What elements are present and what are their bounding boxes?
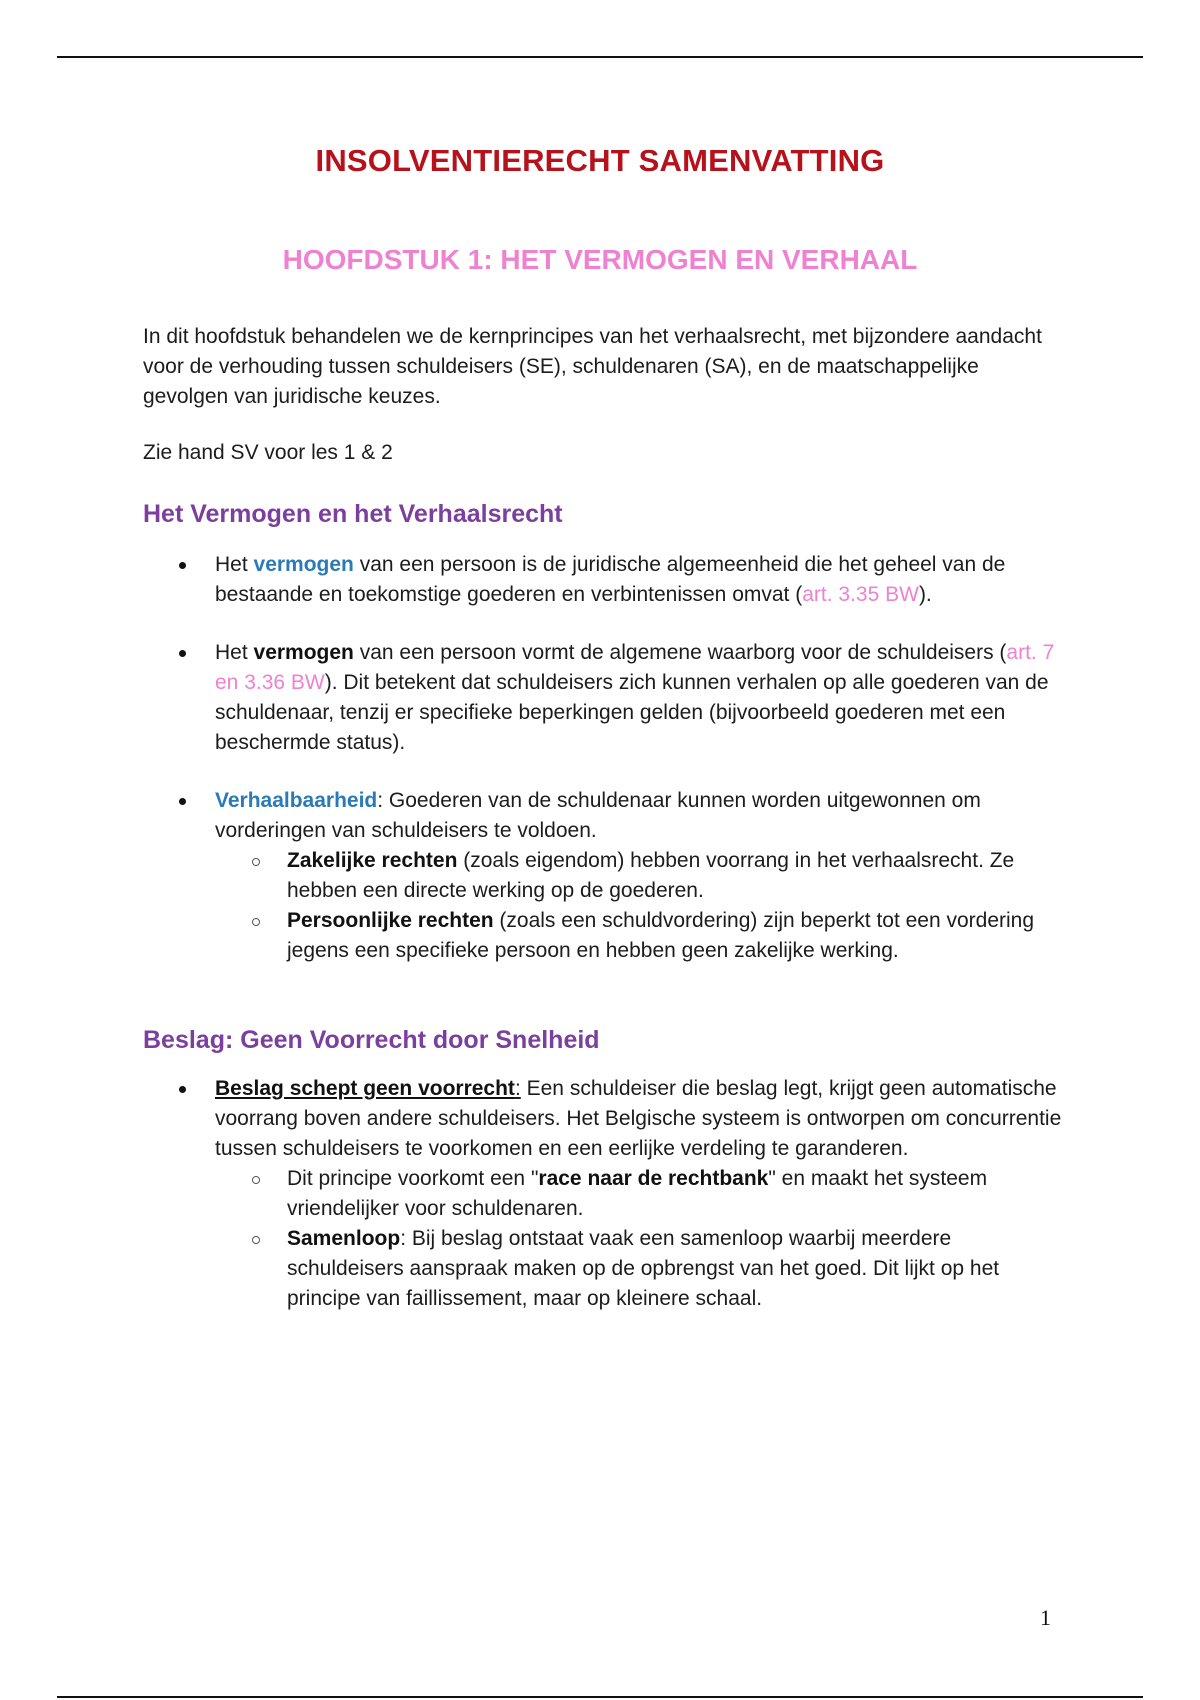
term-zakelijke-rechten: Zakelijke rechten [287,849,458,872]
term-samenloop: Samenloop [287,1227,401,1250]
sub-list-item: Zakelijke rechten (zoals eigendom) hebben voorrang in het verhaalsrecht. Ze hebben een directe werking op de goederen. [215,846,1047,906]
term-verhaalbaarheid: Verhaalbaarheid [215,789,378,812]
sub-list [215,846,1065,966]
study-note: Zie hand SV voor les 1 & 2 [143,441,393,464]
header-rule [57,56,1143,58]
document-title: INSOLVENTIERECHT SAMENVATTING [315,143,885,178]
sub-list-item: Samenloop: Bij beslag ontstaat vaak een samenloop waarbij meerdere schuldeisers aanspraak maken op de opbrengst van het goed. Dit lijkt op het principe van faillissement, maar op kleinere schaal. [215,1224,1047,1314]
list-item: Het vermogen van een persoon vormt de algemene waarborg voor de schuldeisers (art. 7 en 3.36 BW). Dit betekent dat schuldeisers zich kunnen verhalen op alle goederen van de schuldenaar, tenzij er specifieke beperkingen gelden (bijvoorbeeld goederen met een beschermde status). [0,638,1065,758]
bullet-icon [179,798,186,805]
term-vermogen: vermogen [253,553,354,576]
term-persoonlijke-rechten: Persoonlijke rechten [287,909,494,932]
section-heading-beslag: Beslag: Geen Voorrecht door Snelheid [143,1026,600,1054]
intro-paragraph: In dit hoofdstuk behandelen we de kernprincipes van het verhaalsrecht, met bijzondere aandacht voor de verhouding tussen schuldeisers (SE), schuldenaren (SA), en de maatschappelijke gevolgen van juridische keuzes. [143,325,1042,408]
section-heading-vermogen: Het Vermogen en het Verhaalsrecht [143,500,563,528]
beslag-bullet-list [0,1074,1200,1342]
law-reference: art. 3.35 BW [802,583,919,606]
law-reference: art. 7 en 3.36 BW [215,641,1055,694]
bullet-icon [179,650,186,657]
chapter-title: HOOFDSTUK 1: HET VERMOGEN EN VERHAAL [282,244,918,275]
sub-bullet-icon [252,918,260,926]
page-number: 1 [1040,1605,1051,1630]
term-vermogen: vermogen [253,641,354,664]
sub-bullet-icon [252,1236,260,1244]
sub-bullet-icon [252,1176,260,1184]
sub-list-item: Persoonlijke rechten (zoals een schuldvordering) zijn beperkt tot een vordering jegens een specifieke persoon en hebben geen zakelijke werking. [215,906,1047,966]
term-beslag: Beslag schept geen voorrecht [215,1077,515,1100]
list-item: Het vermogen van een persoon is de juridische algemeenheid die het geheel van de bestaande en toekomstige goederen en verbintenissen omvat (art. 3.35 BW). [0,550,1065,610]
list-item: Verhaalbaarheid: Goederen van de schuldenaar kunnen worden uitgewonnen om vorderingen van schuldeisers te voldoen. Zakelijke rechten (zoals eigendom) hebben voorrang in het verhaalsrecht. Ze hebben een directe werking op de goederen. Persoonlijke rechten (zoals een schuldvordering) zijn beperkt tot een vordering jegens een specifieke persoon en hebben geen zakelijke werking. [0,786,1065,966]
bullet-icon [179,562,186,569]
footer-rule [57,1696,1143,1698]
term-race: race naar de rechtbank [538,1167,769,1190]
bullet-icon [179,1086,186,1093]
sub-list [215,1164,1065,1314]
sub-bullet-icon [252,858,260,866]
sub-list-item: Dit principe voorkomt een "race naar de rechtbank" en maakt het systeem vriendelijker voor schuldenaren. [215,1164,1047,1224]
vermogen-bullet-list [0,550,1200,994]
list-item: Beslag schept geen voorrecht: Een schuldeiser die beslag legt, krijgt geen automatische voorrang boven andere schuldeisers. Het Belgische systeem is ontworpen om concurrentie tussen schuldeisers te voorkomen en een eerlijke verdeling te garanderen. Dit principe voorkomt een "race naar de rechtbank" en maakt het systeem vriendelijker voor schuldenaren. Samenloop: Bij beslag ontstaat vaak een samenloop waarbij meerdere schuldeisers aanspraak maken op de opbrengst van het goed. Dit lijkt op het principe van faillissement, maar op kleinere schaal. [0,1074,1065,1314]
